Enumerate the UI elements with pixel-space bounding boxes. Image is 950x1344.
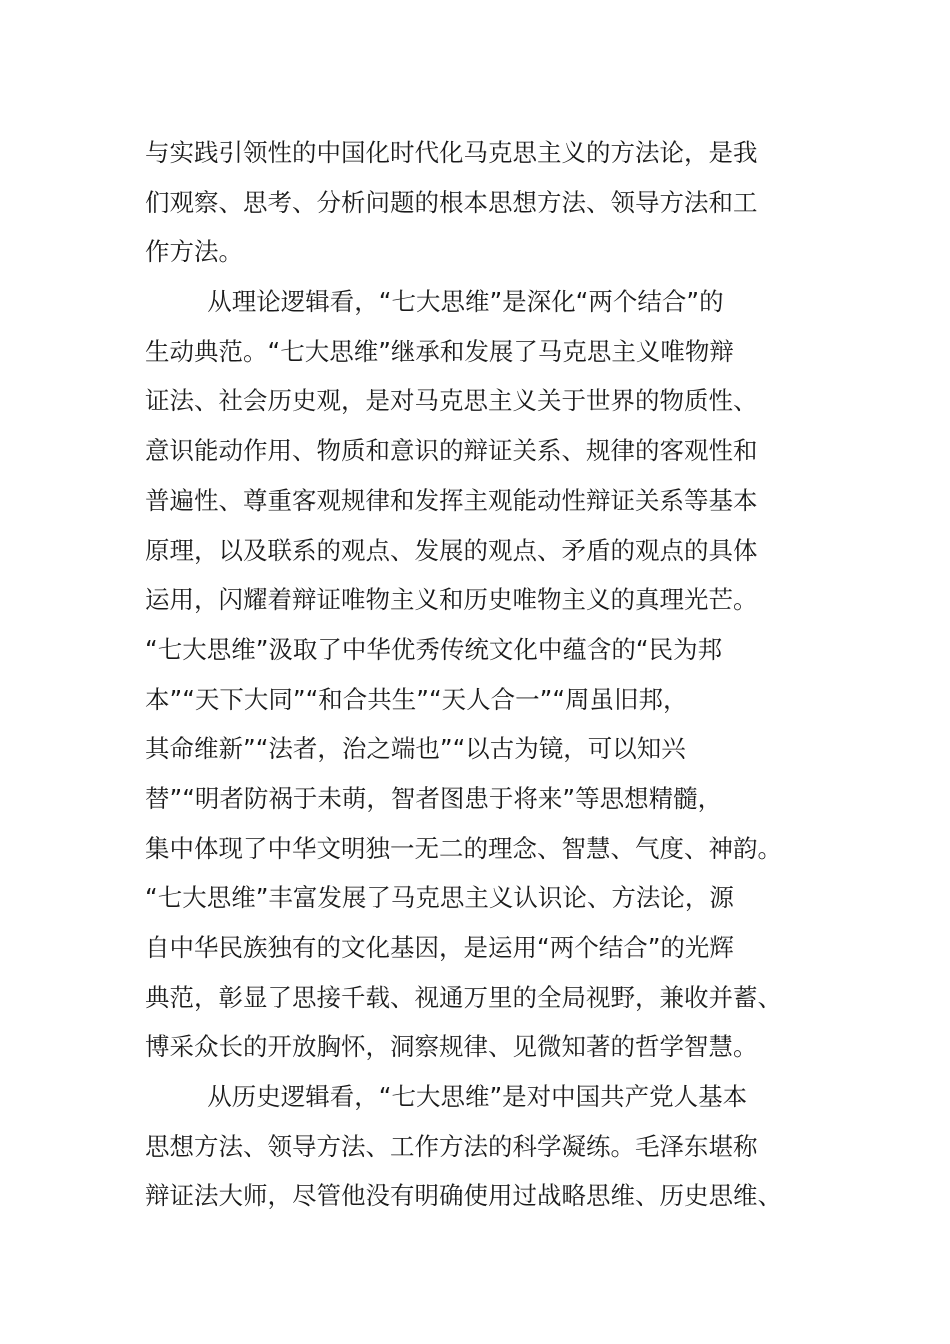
text-line: “七大思维”丰富发展了马克思主义认识论、方法论，源 <box>145 883 734 913</box>
text-line: “七大思维”汲取了中华优秀传统文化中蕴含的“民为邦 <box>145 634 723 664</box>
text-line: 思想方法、领导方法、工作方法的科学凝练。毛泽东堪称 <box>145 1131 758 1161</box>
text-line: 典范，彰显了思接千载、视通万里的全局视野，兼收并蓄、 <box>145 982 782 1012</box>
text-line: 作方法。 <box>145 237 243 267</box>
text-line: 从历史逻辑看，“七大思维”是对中国共产党人基本 <box>145 1082 748 1112</box>
text-line: 运用，闪耀着辩证唯物主义和历史唯物主义的真理光芒。 <box>145 585 758 615</box>
document-body <box>145 128 815 1221</box>
text-line: 意识能动作用、物质和意识的辩证关系、规律的客观性和 <box>145 436 758 466</box>
text-line: 与实践引领性的中国化时代化马克思主义的方法论，是我 <box>145 138 758 167</box>
text-line: 其命维新”“法者，治之端也”“以古为镜，可以知兴 <box>145 734 686 764</box>
text-line: 自中华民族独有的文化基因，是运用“两个结合”的光辉 <box>145 933 734 962</box>
text-line: 生动典范。“七大思维”继承和发展了马克思主义唯物辩 <box>145 336 734 366</box>
text-line: 替”“明者防祸于未萌，智者图患于将来”等思想精髓， <box>145 783 723 813</box>
text-line: 本”“天下大同”“和合共生”“天人合一”“周虽旧邦， <box>145 684 688 714</box>
text-line: 从理论逻辑看，“七大思维”是深化“两个结合”的 <box>145 287 724 317</box>
text-line: 们观察、思考、分析问题的根本思想方法、领导方法和工 <box>145 187 758 217</box>
text-line: 原理，以及联系的观点、发展的观点、矛盾的观点的具体 <box>145 535 758 565</box>
text-line: 博采众长的开放胸怀，洞察规律、见微知著的哲学智慧。 <box>145 1032 758 1062</box>
text-line: 证法、社会历史观，是对马克思主义关于世界的物质性、 <box>145 386 758 416</box>
text-line: 集中体现了中华文明独一无二的理念、智慧、气度、神韵。 <box>145 833 782 863</box>
text-line: 辩证法大师，尽管他没有明确使用过战略思维、历史思维、 <box>145 1181 782 1211</box>
text-line: 普遍性、尊重客观规律和发挥主观能动性辩证关系等基本 <box>145 485 758 515</box>
